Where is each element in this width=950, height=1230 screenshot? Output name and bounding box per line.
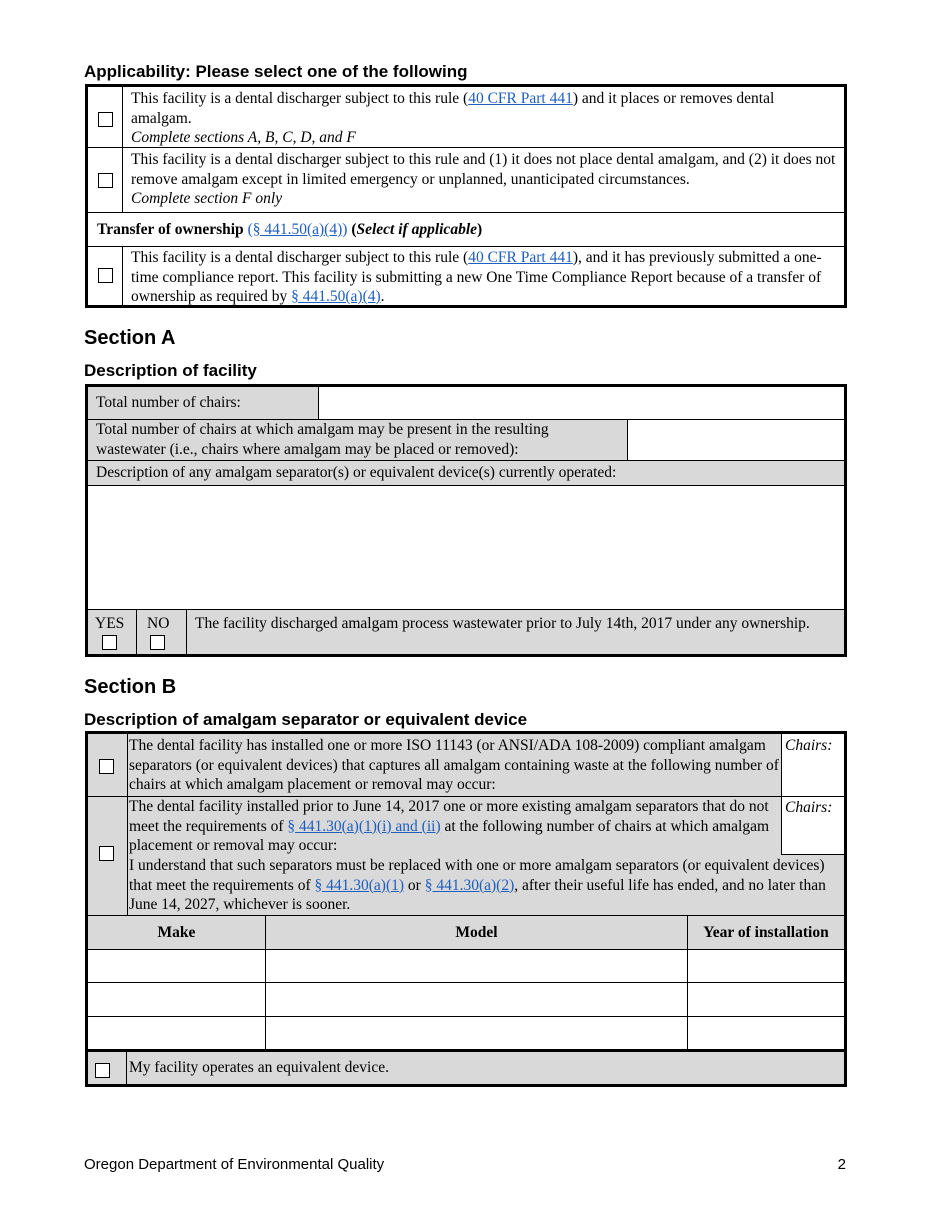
applicability-option-2-text <box>122 148 844 212</box>
section-a-title: Section A <box>84 327 176 349</box>
separator-option-1-checkbox-cell <box>88 734 127 796</box>
cfr-441-30-a1-link[interactable]: § 441.30(a)(1) <box>314 876 405 894</box>
applicability-option-1-checkbox[interactable] <box>98 112 113 127</box>
separator-option-1 <box>88 734 844 796</box>
equivalent-device-checkbox[interactable] <box>95 1063 110 1078</box>
acknowledgement-or: or <box>404 876 425 894</box>
transfer-cfr-link[interactable]: § 441.50(a)(4) <box>252 221 343 238</box>
separator-option-1-chairs-label: Chairs: <box>785 737 833 754</box>
total-chairs-label: Total number of chairs: <box>88 387 318 419</box>
transfer-of-ownership-row <box>88 212 844 246</box>
yes-checkbox[interactable] <box>102 635 117 650</box>
option-3-text-a: This facility is a dental discharger subject to this rule ( <box>131 249 469 266</box>
total-chairs-input[interactable] <box>318 387 844 419</box>
amalgam-chairs-label: Total number of chairs at which amalgam may be present in the resulting wastewater (i.e., chairs where amalgam may be placed or removed): <box>88 420 627 460</box>
separator-description-input[interactable] <box>88 485 844 609</box>
transfer-paren-open: ( <box>247 221 253 238</box>
year-cell[interactable] <box>687 950 844 983</box>
applicability-option-3 <box>88 246 844 305</box>
separator-option-1-chairs-cell[interactable] <box>781 734 844 796</box>
option-3-cfr-link[interactable]: 40 CFR Part 441 <box>468 249 573 266</box>
separator-option-1-checkbox[interactable] <box>99 759 114 774</box>
equivalent-device-row <box>88 1049 844 1084</box>
select-note-open: ( <box>351 221 357 238</box>
applicability-option-3-text <box>122 247 844 305</box>
device-table-header <box>88 915 844 949</box>
separator-option-2-checkbox-cell <box>88 797 127 916</box>
applicability-option-1 <box>88 87 844 147</box>
total-chairs-row <box>88 387 844 419</box>
replacement-acknowledgement <box>127 855 844 916</box>
applicability-option-2 <box>88 147 844 212</box>
cfr-part-441-link[interactable]: 40 CFR Part 441 <box>468 90 573 107</box>
transfer-paren-close: ) <box>342 221 348 238</box>
select-if-applicable: Select if applicable <box>356 221 478 238</box>
option-1-text-a: This facility is a dental discharger subject to this rule ( <box>131 90 469 107</box>
discharge-row <box>88 609 844 654</box>
applicability-option-3-checkbox[interactable] <box>98 268 113 283</box>
section-a-subtitle: Description of facility <box>84 361 257 380</box>
year-cell[interactable] <box>687 1017 844 1050</box>
section-b-title: Section B <box>84 676 177 698</box>
column-make: Make <box>157 924 196 941</box>
option-1-text-b: ) and it places or removes dental amalgam. <box>131 90 775 127</box>
separator-option-2-text <box>127 797 781 855</box>
section-a-table <box>85 384 847 657</box>
option-2-text: This facility is a dental discharger subject to this rule and (1) it does not place dental amalgam, and (2) it does not remove amalgam except in limited emergency or unplanned, unanticipated circumstances. <box>131 151 836 188</box>
separator-option-2-chairs-label: Chairs: <box>785 799 833 816</box>
select-note-close: ) <box>477 221 483 238</box>
model-cell[interactable] <box>265 1017 687 1050</box>
model-cell[interactable] <box>265 983 687 1017</box>
separator-option-2 <box>88 796 844 915</box>
table-row <box>88 1016 844 1049</box>
cfr-441-30-a2-link[interactable]: § 441.30(a)(2) <box>424 876 515 894</box>
applicability-heading: Applicability: Please select one of the following <box>84 62 468 81</box>
separator-description-label <box>88 460 844 485</box>
table-row <box>88 949 844 982</box>
no-checkbox[interactable] <box>150 635 165 650</box>
model-cell[interactable] <box>265 950 687 983</box>
footer-agency: Oregon Department of Environmental Quality <box>84 1156 385 1173</box>
option-3-text-b: ), and it has previously submitted a one-time compliance report. This facility is submitting a new One Time Compliance Report because of a transfer of ownership as required by <box>131 249 822 305</box>
year-cell[interactable] <box>687 983 844 1017</box>
separator-option-2-chairs-cell[interactable] <box>781 797 844 855</box>
option-2-note: Complete section F only <box>131 190 283 207</box>
acknowledgement-text-a: I understand that such separators must be replaced with one or more amalgam separators (or equivalent devices) that meet the requirements of <box>129 857 825 894</box>
section-b-subtitle: Description of amalgam separator or equivalent device <box>84 710 528 729</box>
separator-option-2-text-b: at the following number of chairs at which amalgam placement or removal may occur: <box>129 817 770 854</box>
make-cell[interactable] <box>88 983 265 1017</box>
column-year-of-installation: Year of installation <box>687 916 844 950</box>
yes-cell <box>88 610 136 655</box>
make-cell[interactable] <box>88 1017 265 1050</box>
page-number: 2 <box>837 1156 846 1173</box>
equivalent-device-checkbox-cell <box>88 1052 126 1084</box>
equivalent-device-text: My facility operates an equivalent device. <box>126 1052 844 1084</box>
amalgam-chairs-row <box>88 419 844 460</box>
amalgam-chairs-input[interactable] <box>627 420 844 460</box>
discharge-question: The facility discharged amalgam process wastewater prior to July 14th, 2017 under any ownership. <box>186 610 844 655</box>
no-label: NO <box>147 615 170 632</box>
separator-option-2-text-a: The dental facility installed prior to June 14, 2017 one or more existing amalgam separators that do not meet the requirements of <box>129 798 769 835</box>
option-3-text-c: . <box>380 288 385 305</box>
separator-option-1-text: The dental facility has installed one or more ISO 11143 (or ANSI/ADA 108-2009) compliant amalgam separators (or equivalent devices) that captures all amalgam containing waste at the following number of chairs at which amalgam placement or removal may occur: <box>127 734 781 796</box>
acknowledgement-text-b: , after their useful life has ended, and no later than June 14, 2027, whichever is sooner. <box>129 876 826 913</box>
separator-description-label-text: Description of any amalgam separator(s) or equivalent device(s) currently operated: <box>96 464 617 481</box>
separator-option-2-checkbox[interactable] <box>99 846 114 861</box>
applicability-table <box>85 84 847 308</box>
column-model: Model <box>265 916 687 950</box>
table-row <box>88 982 844 1016</box>
section-b-table <box>85 731 847 1087</box>
make-cell[interactable] <box>88 950 265 983</box>
applicability-option-1-text <box>122 87 844 147</box>
yes-label: YES <box>95 615 125 632</box>
option-1-note: Complete sections A, B, C, D, and F <box>131 129 356 146</box>
applicability-option-2-checkbox[interactable] <box>98 173 113 188</box>
cfr-441-30-a1-i-ii-link[interactable]: § 441.30(a)(1)(i) and (ii) <box>287 817 441 835</box>
option-3-transfer-link[interactable]: § 441.50(a)(4) <box>291 288 381 305</box>
no-cell <box>136 610 186 655</box>
transfer-label: Transfer of ownership <box>97 221 244 238</box>
